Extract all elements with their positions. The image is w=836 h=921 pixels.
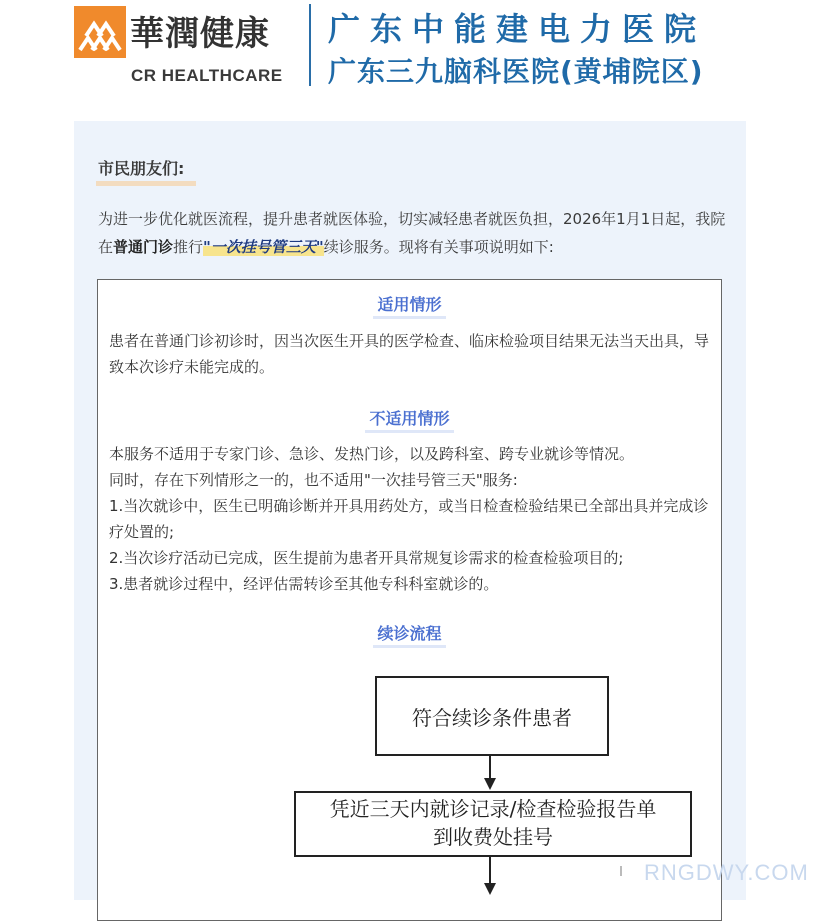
section-title-process: 续诊流程: [98, 621, 721, 644]
intro-paragraph: [98, 205, 728, 261]
flow-arrow-1: [484, 778, 496, 790]
content-box: [97, 279, 722, 921]
flow-step-1: 符合续诊条件患者: [375, 676, 609, 756]
watermark: RNGDWY.COM: [644, 860, 809, 885]
brand-name-chinese: 華潤健康: [130, 14, 270, 54]
flow-step-2-line2: 到收费处挂号: [433, 825, 553, 849]
section-title-applicable: 适用情形: [98, 292, 721, 315]
greeting-underline: [96, 181, 196, 186]
not-applicable-item1: 1.当次就诊中，医生已明确诊断并开具用药处方，或当日检查检验结果已全部出具并完成诊疗处置的;: [109, 497, 709, 541]
header-divider: [309, 4, 311, 86]
flow-connector-2: [489, 855, 491, 885]
flow-step-2-line1: 凭近三天内就诊记录/检查检验报告单: [329, 797, 657, 821]
not-applicable-item2: 2.当次诊疗活动已完成，医生提前为患者开具常规复诊需求的检查检验项目的;: [109, 549, 624, 567]
intro-text-3: 续诊服务。现将有关事项说明如下:: [323, 238, 554, 256]
not-applicable-line1: 本服务不适用于专家门诊、急诊、发热门诊，以及跨科室、跨专业就诊等情况。: [109, 445, 635, 463]
flow-connector-1: [489, 754, 491, 780]
page-header: [0, 0, 836, 100]
hospital-name-2: 广东三九脑科医院(黄埔院区): [328, 55, 704, 88]
flow-arrow-2: [484, 883, 496, 895]
not-applicable-item3: 3.患者就诊过程中，经评估需转诊至其他专科科室就诊的。: [109, 575, 499, 593]
not-applicable-line2: 同时，存在下列情形之一的，也不适用"一次挂号管三天"服务:: [109, 471, 518, 489]
intro-highlight: "一次挂号管三天": [203, 238, 324, 256]
intro-text-1: 为进一步优化就医流程，提升患者就医体验，切实减轻患者就医负担，2026年1月1日起，我院在: [98, 210, 726, 256]
intro-text-2: 推行: [173, 238, 204, 256]
cr-healthcare-logo-icon: [74, 6, 126, 58]
flow-step-2: [294, 791, 692, 857]
intro-bold: 普通门诊: [113, 238, 174, 256]
watermark-mark: [620, 866, 622, 876]
brand-name-english: CR HEALTHCARE: [131, 66, 283, 85]
greeting: 市民朋友们:: [98, 159, 185, 178]
hospital-name-1: 广东中能建电力医院: [328, 10, 707, 48]
section-title-not-applicable: 不适用情形: [98, 406, 721, 429]
applicable-text: 患者在普通门诊初诊时，因当次医生开具的医学检查、临床检验项目结果无法当天出具，导致本次诊疗未能完成的。: [109, 332, 710, 376]
